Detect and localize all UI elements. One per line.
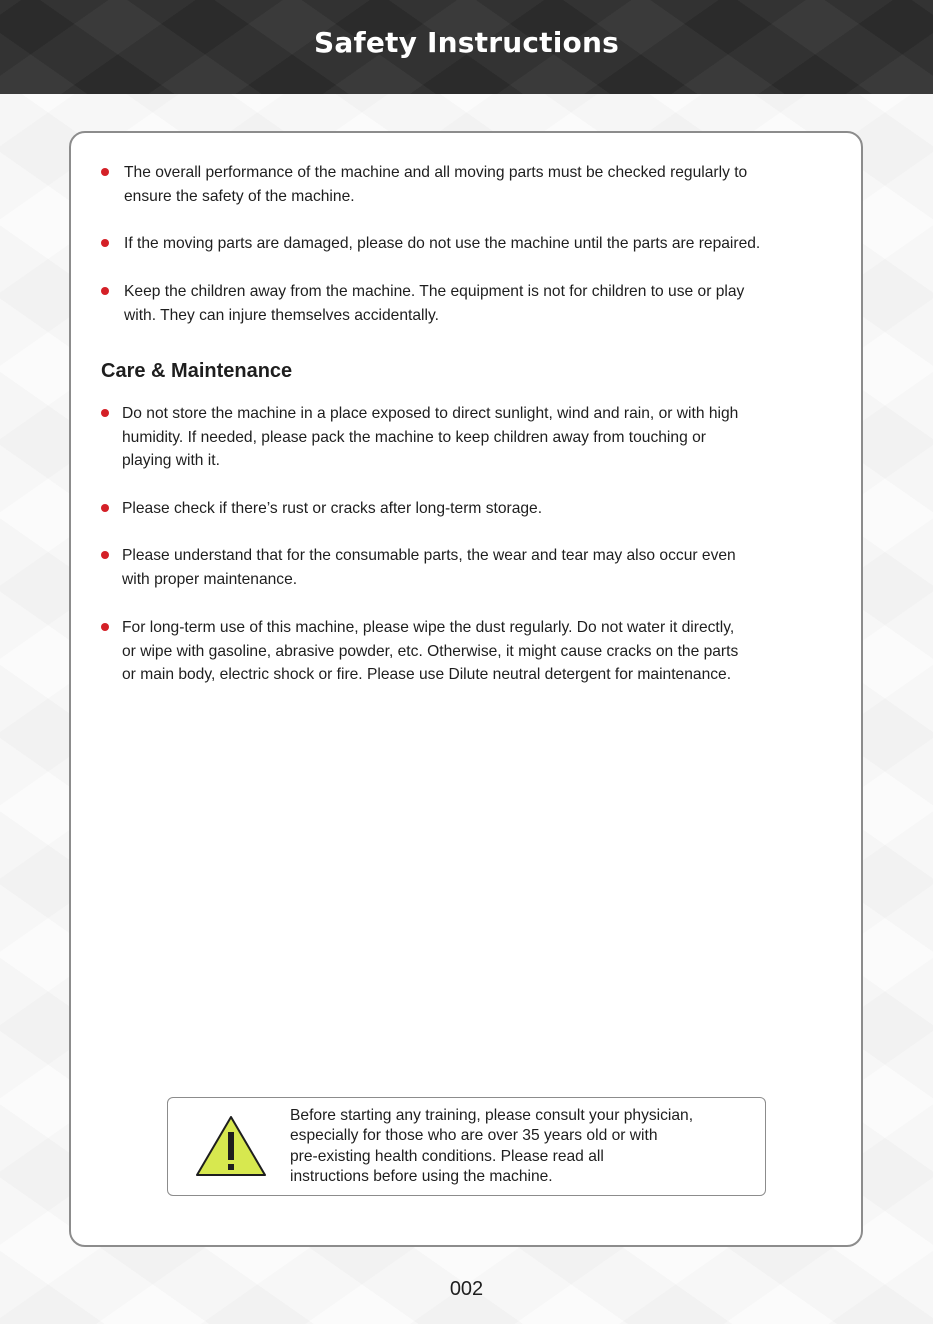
bullet-icon [101,409,109,417]
section-heading: Care & Maintenance [101,360,293,382]
list-item: Please understand that for the consumable parts, the wear and tear may also occur even with proper maintenance. [122,547,736,588]
page-number: 002 [449,1278,484,1300]
list-item: Do not store the machine in a place exposed to direct sunlight, wind and rain, or with high humidity. If needed, please pack the machine to keep children away from touching or playing with it. [122,405,739,469]
bullet-icon [101,623,109,631]
bullet-icon [101,504,109,512]
list-item: Keep the children away from the machine. The equipment is not for children to use or play with. They can injure themselves accidentally. [124,283,745,324]
bullet-icon [101,551,109,559]
bullet-icon [101,287,109,295]
list-item: For long-term use of this machine, please wipe the dust regularly. Do not water it directly, or wipe with gasoline, abrasive powder, etc. Otherwise, it might cause cracks on the parts or main body, electric shock or fire. Please use Dilute neutral detergent for maintenance. [122,619,739,683]
list-item: The overall performance of the machine and all moving parts must be checked regularly to ensure the safety of the machine. [124,164,748,205]
list-item: Please check if there’s rust or cracks after long-term storage. [122,500,543,517]
page-header [0,0,933,94]
page-title: Safety Instructions [314,26,619,59]
bullet-icon [101,168,109,176]
warning-text: Before starting any training, please consult your physician, especially for those who are over 35 years old or with pre-existing health conditions. Please read all instructions before using the machine. [290,1107,694,1185]
bullet-icon [101,239,109,247]
warning-triangle-icon [194,1114,268,1183]
warning-box [167,1097,766,1196]
list-item: If the moving parts are damaged, please do not use the machine until the parts are repaired. [124,235,761,252]
